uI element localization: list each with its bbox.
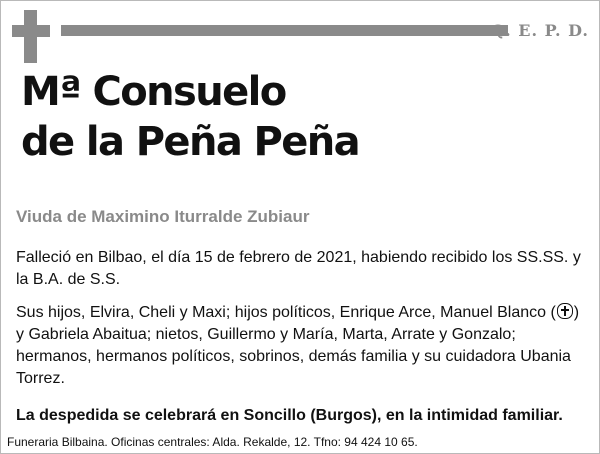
family-text-part1: Sus hijos, Elvira, Cheli y Maxi; hijos políticos, Enrique Arce, Manuel Blanco ( [16,304,556,321]
deceased-name-line2: de la Peña Peña [21,119,360,165]
death-notice-paragraph: Falleció en Bilbao, el día 15 de febrero de 2021, habiendo recibido los SS.SS. y la B.A. de S.S. [16,249,581,288]
deceased-name [21,67,359,167]
funeral-home-footer: Funeraria Bilbaina. Oficinas centrales: Alda. Rekalde, 12. Tfno: 94 424 10 65. [7,435,418,449]
deceased-name-line1: Mª Consuelo [21,69,286,115]
circled-cross-icon [557,303,573,319]
qepd-label: Q. E. P. D. [490,21,589,40]
family-text-part2: ) y Gabriela Abaitua; nietos, Guillermo y María, Marta, Arrate y Gonzalo; hermanos, hermanos políticos, sobrinos, demás familia y su cuidadora Ubania Torrez. [16,304,580,387]
farewell-notice: La despedida se celebrará en Soncillo (Burgos), en la intimidad familiar. [16,407,563,424]
widow-of-line: Viuda de Maximino Iturralde Zubiaur [16,207,310,226]
header-bar [61,25,508,36]
family-paragraph [16,302,591,390]
cross-icon [12,10,50,63]
